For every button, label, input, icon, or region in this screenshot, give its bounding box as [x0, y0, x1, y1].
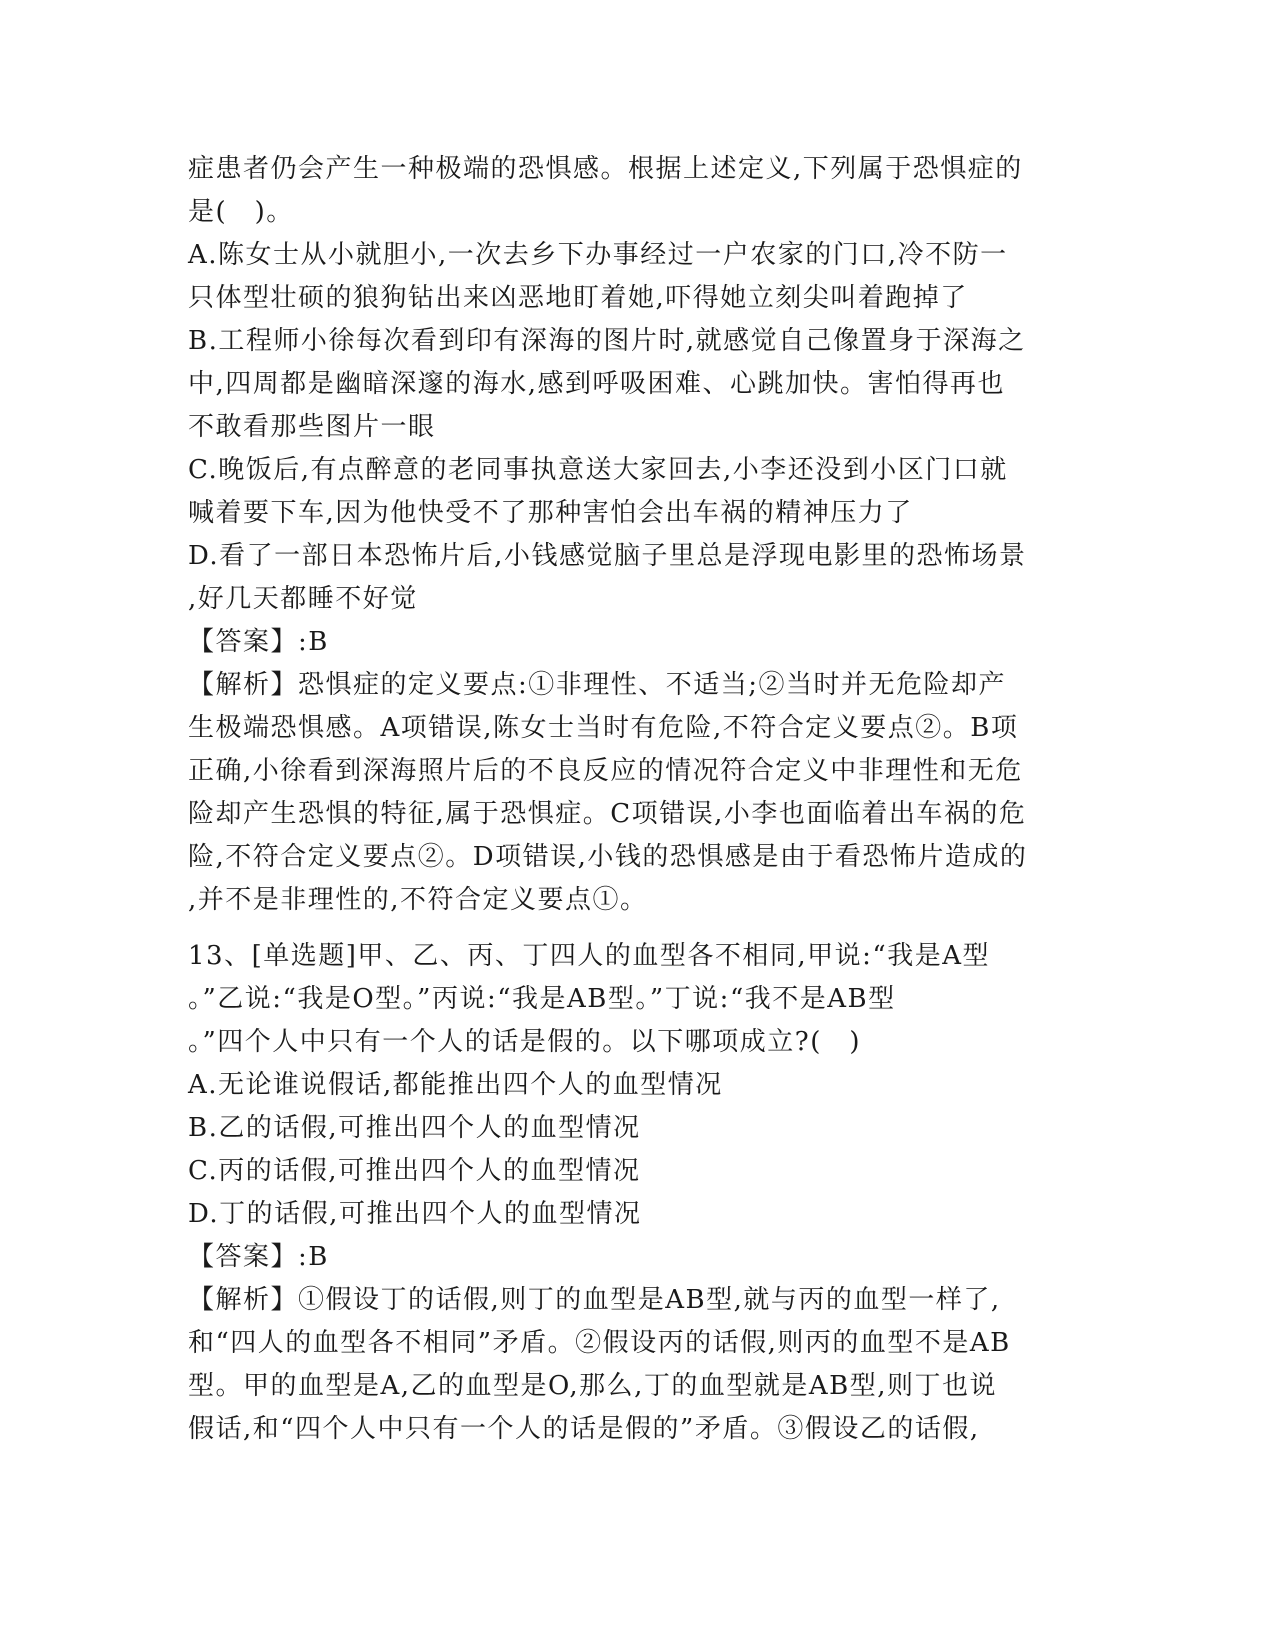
question-12-answer: 【答案】:B	[188, 627, 329, 657]
question-12	[188, 148, 1088, 922]
text-line: 是( )。	[188, 197, 294, 227]
question-12-option-d	[188, 535, 1088, 621]
text-line: 只体型壮硕的狼狗钻出来凶恶地盯着她,吓得她立刻尖叫着跑掉了	[188, 283, 968, 313]
text-line: 。”四个人中只有一个人的话是假的。以下哪项成立?( )	[188, 1027, 862, 1057]
text-line: C.晚饭后,有点醉意的老同事执意送大家回去,小李还没到小区门口就	[188, 455, 1008, 485]
question-13-option-b: B.乙的话假,可推出四个人的血型情况	[188, 1113, 641, 1143]
question-13	[188, 935, 1088, 1451]
question-13-analysis	[188, 1279, 1088, 1451]
question-12-option-a	[188, 234, 1088, 320]
text-line: 中,四周都是幽暗深邃的海水,感到呼吸困难、心跳加快。害怕得再也	[188, 369, 1006, 399]
text-line: ,好几天都睡不好觉	[188, 584, 418, 614]
text-line: 喊着要下车,因为他快受不了那种害怕会出车祸的精神压力了	[188, 498, 913, 528]
text-line: 险却产生恐惧的特征,属于恐惧症。C项错误,小李也面临着出车祸的危	[188, 799, 1027, 829]
text-line: B.工程师小徐每次看到印有深海的图片时,就感觉自己像置身于深海之	[188, 326, 1026, 356]
text-line: 【解析】①假设丁的话假,则丁的血型是AB型,就与丙的血型一样了,	[188, 1285, 1001, 1315]
question-separator	[188, 922, 1088, 935]
question-12-option-b	[188, 320, 1088, 449]
text-line: 【解析】恐惧症的定义要点:①非理性、不适当;②当时并无危险却产	[188, 670, 1007, 700]
text-line: 生极端恐惧感。A项错误,陈女士当时有危险,不符合定义要点②。B项	[188, 713, 1019, 743]
text-line: 和“四人的血型各不相同”矛盾。②假设丙的话假,则丙的血型不是AB	[188, 1328, 1011, 1358]
question-12-analysis	[188, 664, 1088, 922]
question-12-option-c	[188, 449, 1088, 535]
text-line: 不敢看那些图片一眼	[188, 412, 436, 442]
text-line: 型。甲的血型是A,乙的血型是O,那么,丁的血型就是AB型,则丁也说	[188, 1371, 998, 1401]
question-13-option-c: C.丙的话假,可推出四个人的血型情况	[188, 1156, 641, 1186]
question-13-option-a: A.无论谁说假话,都能推出四个人的血型情况	[188, 1070, 723, 1100]
document-body	[188, 148, 1088, 1451]
text-line: ,并不是非理性的,不符合定义要点①。	[188, 885, 648, 915]
question-13-answer: 【答案】:B	[188, 1242, 329, 1272]
text-line: 13、[单选题]甲、乙、丙、丁四人的血型各不相同,甲说:“我是A型	[188, 941, 990, 971]
text-line: A.陈女士从小就胆小,一次去乡下办事经过一户农家的门口,冷不防一	[188, 240, 1008, 270]
text-line: 险,不符合定义要点②。D项错误,小钱的恐惧感是由于看恐怖片造成的	[188, 842, 1028, 872]
question-13-option-d: D.丁的话假,可推出四个人的血型情况	[188, 1199, 642, 1229]
question-12-stem	[188, 148, 1088, 234]
text-line: 正确,小徐看到深海照片后的不良反应的情况符合定义中非理性和无危	[188, 756, 1023, 786]
text-line: 症患者仍会产生一种极端的恐惧感。根据上述定义,下列属于恐惧症的	[188, 154, 1023, 184]
text-line: D.看了一部日本恐怖片后,小钱感觉脑子里总是浮现电影里的恐怖场景	[188, 541, 1027, 571]
question-13-stem	[188, 935, 1088, 1064]
text-line: 假话,和“四个人中只有一个人的话是假的”矛盾。③假设乙的话假,	[188, 1414, 980, 1444]
text-line: 。”乙说:“我是O型。”丙说:“我是AB型。”丁说:“我不是AB型	[188, 984, 896, 1014]
